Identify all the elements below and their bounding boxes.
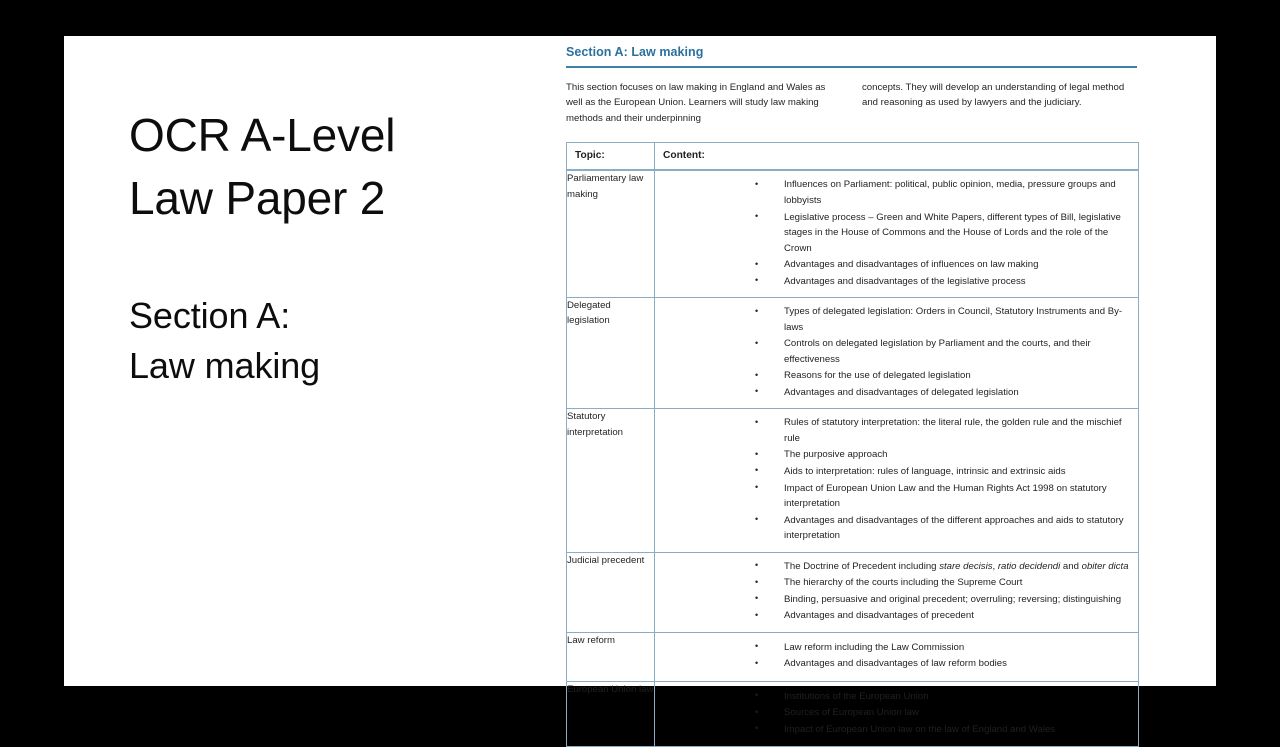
spec-intro-column-1: This section focuses on law making in England and Wales as well as the European Union. Learners will study law making methods and their underpinning [566, 81, 826, 124]
topic-cell-judicial-precedent: Judicial precedent [567, 552, 655, 632]
deck-subtitle-line-1: Section A: [129, 295, 291, 337]
content-bullet-list [655, 640, 1138, 672]
table-header [567, 143, 1139, 171]
content-bullet-item: • Advantages and disadvantages of the different approaches and aids to statutory interpretation [655, 513, 1138, 544]
deck-title-line-2: Law Paper 2 [129, 171, 386, 224]
content-bullet-item: • Rules of statutory interpretation: the literal rule, the golden rule and the mischief rule [655, 415, 1138, 446]
content-cell-judicial-precedent [655, 552, 1139, 632]
content-bullet-item: • The purposive approach [655, 447, 1138, 463]
table-body [567, 170, 1139, 746]
deck-title-line-1: OCR A-Level [129, 109, 396, 161]
table-row [567, 632, 1139, 681]
content-bullet-item: • Law reform including the Law Commission [655, 640, 1138, 656]
content-bullet-list [655, 559, 1138, 624]
content-bullet-item: • The Doctrine of Precedent including stare decisis, ratio decidendi and obiter dicta [655, 559, 1138, 575]
content-bullet-item: • Advantages and disadvantages of precedent [655, 608, 1138, 624]
content-bullet-item: • Institutions of the European Union [655, 689, 1138, 705]
spec-intro [566, 80, 1137, 127]
table-row [567, 298, 1139, 409]
content-bullet-item: • Advantages and disadvantages of delegated legislation [655, 385, 1138, 401]
spec-heading: Section A: Law making [566, 45, 704, 59]
topic-cell-delegated-legislation: Delegated legislation [567, 298, 655, 409]
spec-intro-column-2: concepts. They will develop an understanding of legal method and reasoning as used by lawyers and the judiciary. [862, 81, 1125, 109]
slide-title-block [129, 104, 559, 390]
slide-canvas [64, 36, 1216, 735]
table-header-row [567, 143, 1139, 171]
content-bullet-list [655, 304, 1138, 400]
content-bullet-item: • Sources of European Union law [655, 705, 1138, 721]
topic-cell-parliamentary-law-making: Parliamentary law making [567, 170, 655, 297]
content-bullet-list [655, 689, 1138, 738]
content-cell-european-union-law [655, 681, 1139, 747]
spec-heading-rule [566, 66, 1137, 68]
specification-extract [564, 45, 1140, 747]
content-bullet-item: • Advantages and disadvantages of the legislative process [655, 274, 1138, 290]
content-bullet-item: • The hierarchy of the courts including the Supreme Court [655, 575, 1138, 591]
topic-cell-statutory-interpretation: Statutory interpretation [567, 409, 655, 552]
content-bullet-list [655, 415, 1138, 543]
page-title [129, 104, 559, 229]
content-bullet-item: • Aids to interpretation: rules of language, intrinsic and extrinsic aids [655, 464, 1138, 480]
content-bullet-item: • Types of delegated legislation: Orders in Council, Statutory Instruments and By-laws [655, 304, 1138, 335]
content-cell-parliamentary-law-making [655, 170, 1139, 297]
content-bullet-item: • Advantages and disadvantages of influences on law making [655, 257, 1138, 273]
table-row [567, 170, 1139, 297]
column-header-topic: Topic: [567, 143, 655, 171]
table-row [567, 681, 1139, 747]
content-bullet-item: • Controls on delegated legislation by Parliament and the courts, and their effectiveness [655, 336, 1138, 367]
topic-cell-european-union-law: European Union law [567, 681, 655, 747]
content-cell-delegated-legislation [655, 298, 1139, 409]
table-row [567, 409, 1139, 552]
column-header-content: Content: [655, 143, 1139, 171]
content-bullet-item: • Impact of European Union law on the law of England and Wales [655, 722, 1138, 738]
deck-subtitle-line-2: Law making [129, 344, 321, 386]
specification-table [566, 142, 1139, 747]
content-bullet-item: • Reasons for the use of delegated legislation [655, 368, 1138, 384]
table-row [567, 552, 1139, 632]
content-bullet-list [655, 177, 1138, 289]
content-cell-law-reform [655, 632, 1139, 681]
content-bullet-item: • Binding, persuasive and original precedent; overruling; reversing; distinguishing [655, 592, 1138, 608]
content-bullet-item: • Influences on Parliament: political, public opinion, media, pressure groups and lobbyists [655, 177, 1138, 208]
content-bullet-item: • Advantages and disadvantages of law reform bodies [655, 656, 1138, 672]
content-bullet-item: • Legislative process – Green and White Papers, different types of Bill, legislative stages in the House of Commons and the House of Lords and the role of the Crown [655, 210, 1138, 257]
content-cell-statutory-interpretation [655, 409, 1139, 552]
slide-subtitle [129, 291, 559, 390]
content-bullet-item: • Impact of European Union Law and the Human Rights Act 1998 on statutory interpretation [655, 481, 1138, 512]
topic-cell-law-reform: Law reform [567, 632, 655, 681]
